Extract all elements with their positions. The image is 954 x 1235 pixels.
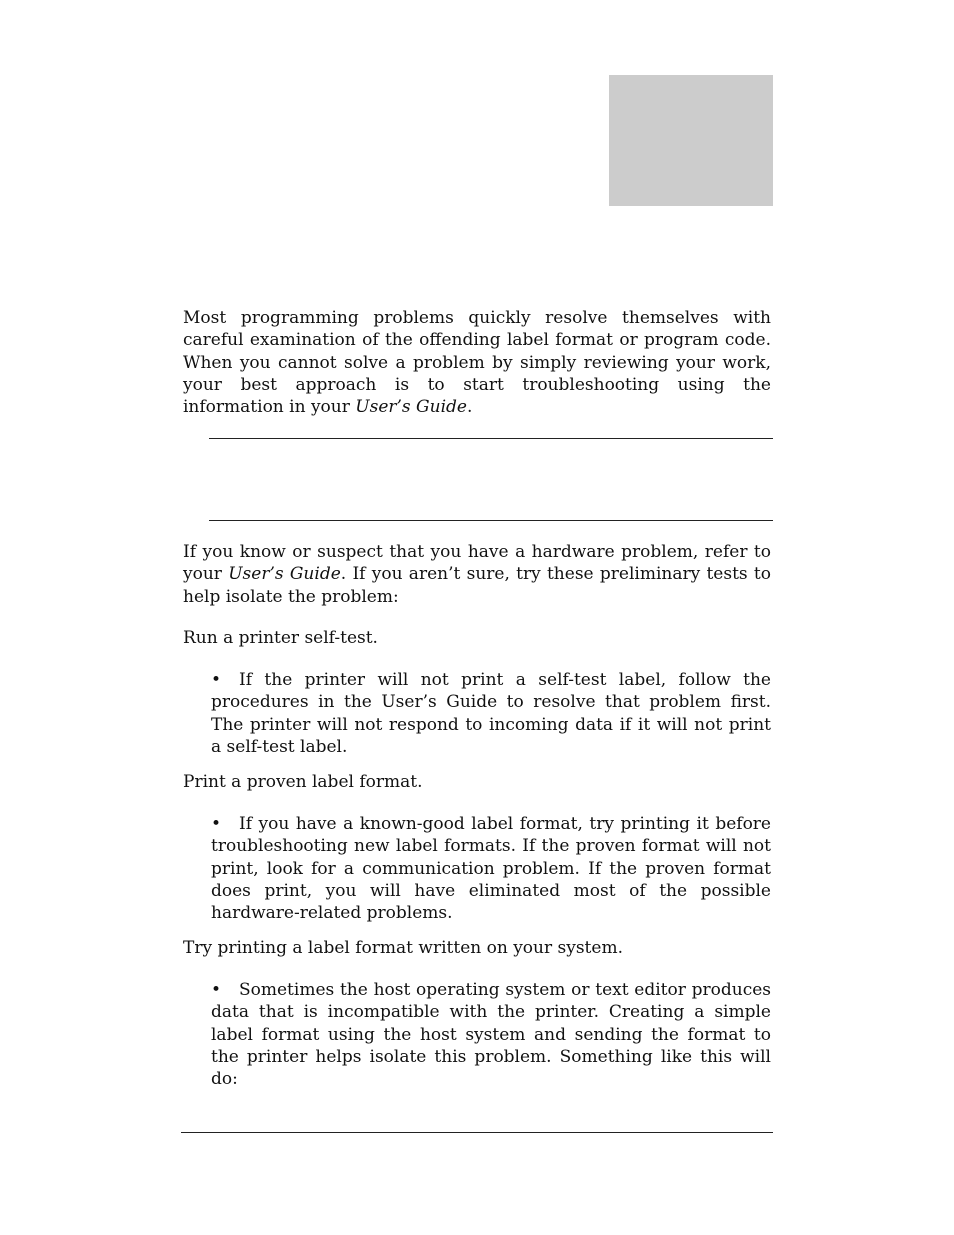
step-heading-proven-format: Print a proven label format. bbox=[183, 772, 423, 792]
bullet-mark: • bbox=[211, 814, 222, 834]
note-top-rule bbox=[209, 438, 773, 439]
step-heading-system-format: Try printing a label format written on your system. bbox=[183, 938, 623, 958]
chapter-tab-block bbox=[609, 75, 773, 206]
hardware-paragraph: If you know or suspect that you have a hardware problem, refer to your User’s Guide. If you aren’t sure, try these preliminary tests to help isolate the problem: bbox=[183, 542, 771, 607]
bullet-mark: • bbox=[211, 670, 222, 690]
bullet-self-test: • If the printer will not print a self-test label, follow the procedures in the User’s Guide to resolve that problem first. The printer will not respond to incoming data if it will not print a self-test label. bbox=[211, 670, 771, 757]
note-bottom-rule bbox=[209, 520, 773, 521]
bullet-system-format: • Sometimes the host operating system or text editor produces data that is incompatible with the printer. Creating a simple label format using the host system and sending the format to the printer helps isolate this problem. Something like this will do: bbox=[211, 980, 771, 1090]
step-heading-self-test: Run a printer self-test. bbox=[183, 628, 378, 648]
bullet-mark: • bbox=[211, 980, 222, 1000]
footer-rule bbox=[181, 1132, 773, 1133]
bullet-proven-format: • If you have a known-good label format, try printing it before troubleshooting new label formats. If the proven format will not print, look for a communication problem. If the proven format does print, you will have eliminated most of the possible hardware-related problems. bbox=[211, 814, 771, 924]
intro-paragraph: Most programming problems quickly resolve themselves with careful examination of the offending label format or program code. When you cannot solve a problem by simply reviewing your work, your best approach is to start troubleshooting using the information in your User’s Guide. bbox=[183, 308, 771, 418]
